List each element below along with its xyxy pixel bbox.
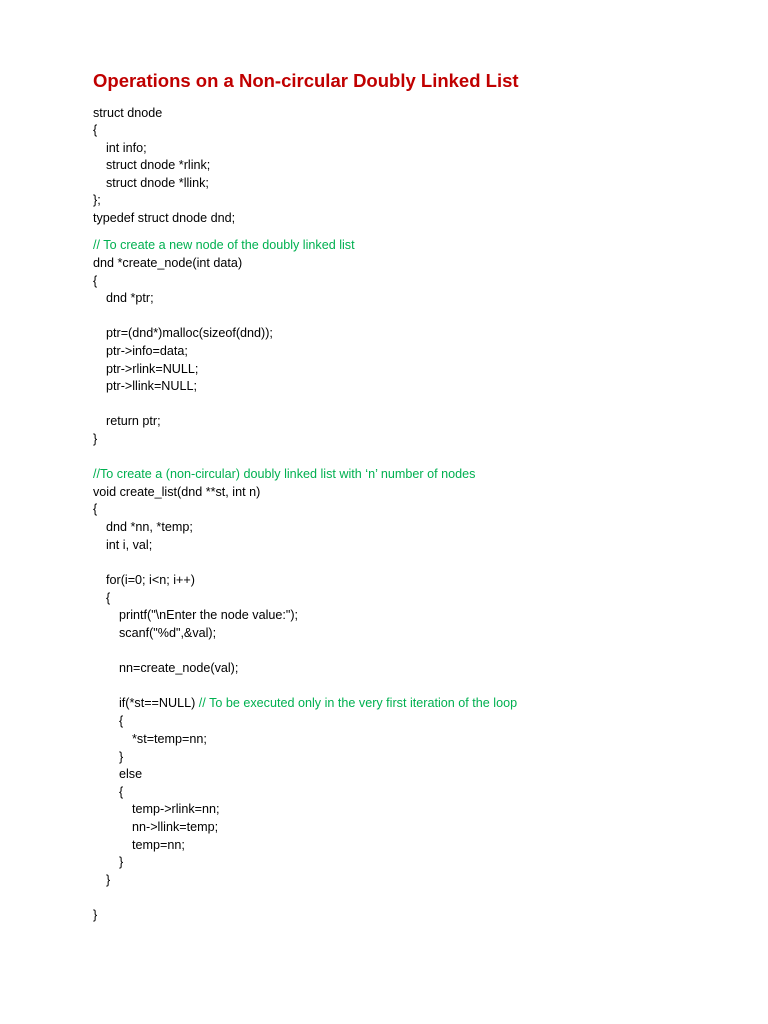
document-title: Operations on a Non-circular Doubly Linked List: [93, 70, 519, 91]
code-text: {: [119, 785, 124, 799]
code-comment: // To be executed only in the very first iteration of the loop: [198, 696, 518, 710]
code-line: [106, 413, 161, 429]
code-line: [93, 484, 260, 500]
code-text: *st=temp=nn;: [132, 732, 207, 746]
code-line: [93, 122, 97, 138]
code-text: {: [106, 591, 111, 605]
code-text: ptr->llink=NULL;: [106, 379, 197, 393]
code-line: [119, 713, 123, 729]
code-line: [93, 907, 97, 923]
code-text: for(i=0; i<n; i++): [106, 573, 195, 587]
code-line: [119, 660, 238, 676]
code-text: struct dnode: [93, 106, 163, 120]
code-line: [106, 175, 209, 191]
code-line: [106, 378, 197, 394]
code-line: [93, 466, 475, 482]
code-text: void create_list(dnd **st, int n): [93, 485, 261, 499]
code-text: struct dnode *rlink;: [106, 158, 211, 172]
code-text: }: [93, 908, 98, 922]
code-line: [119, 854, 123, 870]
code-text: {: [93, 502, 98, 516]
code-text: int i, val;: [106, 538, 153, 552]
code-text: typedef struct dnode dnd;: [93, 211, 236, 225]
code-text: printf("\nEnter the node value:");: [119, 608, 299, 622]
code-text: dnd *nn, *temp;: [106, 520, 193, 534]
code-line: [106, 537, 152, 553]
code-text: temp=nn;: [132, 838, 185, 852]
code-text: };: [93, 193, 101, 207]
code-text: dnd *create_node(int data): [93, 256, 243, 270]
code-line: [119, 784, 123, 800]
code-text: if(*st==NULL): [119, 696, 199, 710]
code-text: else: [119, 767, 143, 781]
code-text: scanf("%d",&val);: [119, 626, 217, 640]
code-text: }: [119, 750, 124, 764]
code-line: [106, 872, 110, 888]
code-line: [106, 325, 273, 341]
code-text: ptr->rlink=NULL;: [106, 362, 199, 376]
code-line: [119, 625, 216, 641]
code-text: {: [93, 123, 98, 137]
code-text: dnd *ptr;: [106, 291, 154, 305]
code-line: [106, 519, 193, 535]
code-text: int info;: [106, 141, 147, 155]
code-line: [93, 192, 101, 208]
code-text: {: [119, 714, 124, 728]
code-text: }: [93, 432, 98, 446]
code-line: [93, 255, 242, 271]
code-line: [93, 105, 162, 121]
code-line: [119, 607, 298, 623]
code-text: return ptr;: [106, 414, 161, 428]
code-line: [106, 572, 195, 588]
code-text: nn->llink=temp;: [132, 820, 219, 834]
code-line: [106, 343, 188, 359]
code-text: }: [119, 855, 124, 869]
code-line: [93, 431, 97, 447]
code-line: [93, 501, 97, 517]
code-comment: //To create a (non-circular) doubly linked list with ‘n’ number of nodes: [93, 467, 476, 481]
code-line: [93, 210, 235, 226]
code-line: [132, 731, 207, 747]
code-line: [132, 837, 185, 853]
code-line: [93, 237, 355, 253]
code-text: }: [106, 873, 111, 887]
code-line: [119, 766, 142, 782]
code-line: [106, 140, 147, 156]
code-line: [106, 290, 154, 306]
code-line: [106, 361, 198, 377]
code-comment: // To create a new node of the doubly linked list: [93, 238, 355, 252]
code-text: struct dnode *llink;: [106, 176, 209, 190]
code-text: temp->rlink=nn;: [132, 802, 220, 816]
code-text: nn=create_node(val);: [119, 661, 239, 675]
code-line: [93, 273, 97, 289]
code-line: [106, 157, 210, 173]
code-line: [106, 590, 110, 606]
code-line: [119, 695, 517, 711]
code-text: {: [93, 274, 98, 288]
code-line: [132, 819, 218, 835]
code-line: [119, 749, 123, 765]
code-text: ptr=(dnd*)malloc(sizeof(dnd));: [106, 326, 273, 340]
code-text: ptr->info=data;: [106, 344, 188, 358]
code-line: [132, 801, 220, 817]
